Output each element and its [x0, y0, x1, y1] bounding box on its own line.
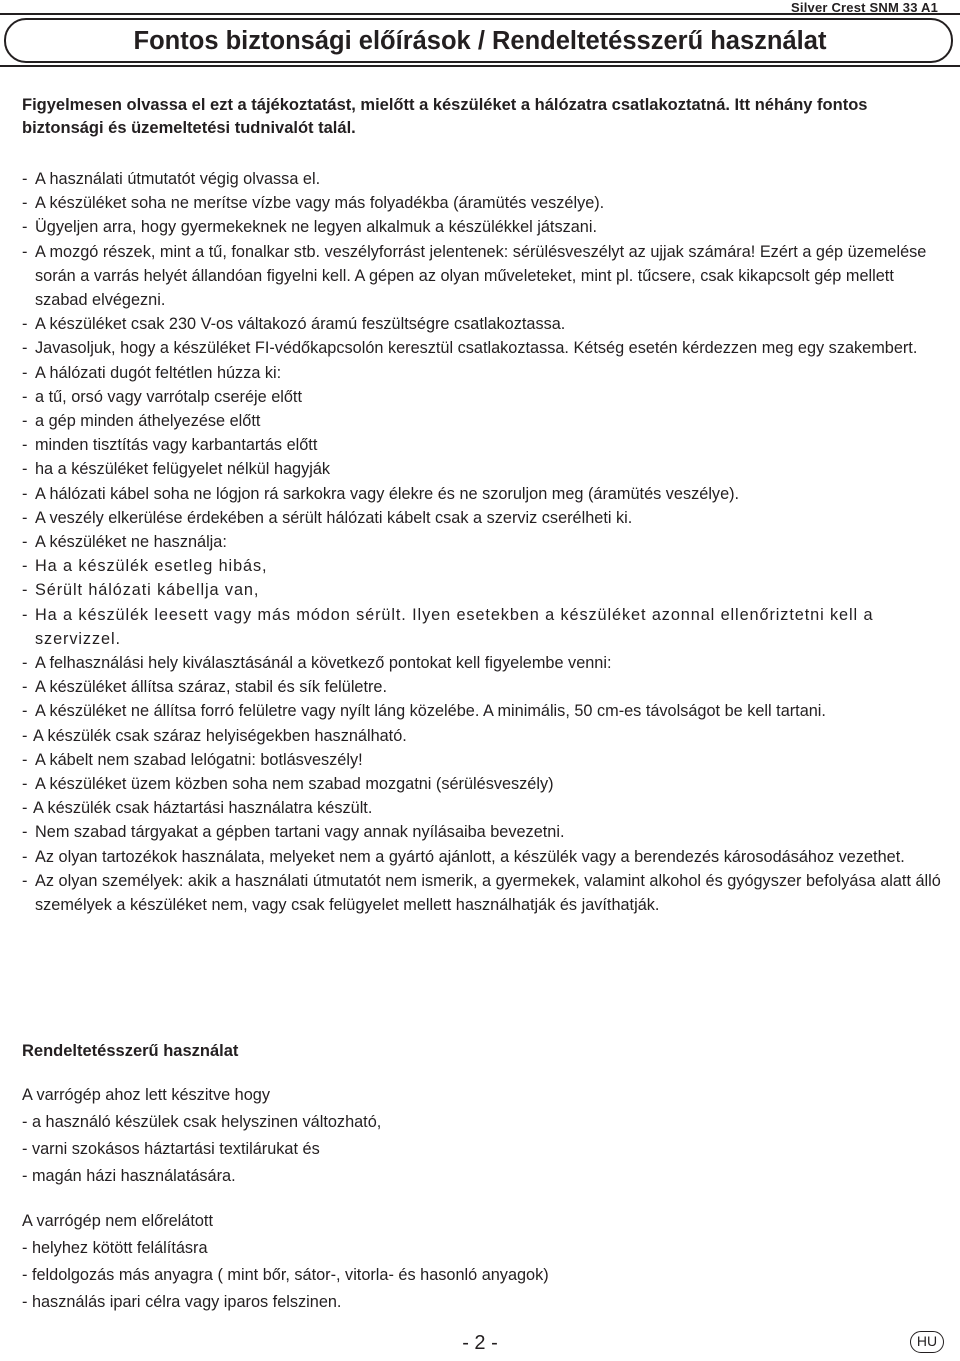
list-item: - Nem szabad tárgyakat a gépben tartani vagy annak nyílásaiba bevezetni.	[22, 823, 565, 842]
list-item: - A felhasználási hely kiválasztásánál a következő pontokat kell figyelembe venni:	[22, 654, 612, 673]
list-item: - ha a készüléket felügyelet nélkül hagyják	[22, 460, 331, 479]
list-item: - a tű, orsó vagy varrótalp cseréje előtt	[22, 387, 302, 406]
list-item: - minden tisztítás vagy karbantartás előtt	[22, 436, 318, 455]
list-item: - helyhez kötött felálításra	[22, 1239, 208, 1257]
safety-list	[22, 167, 942, 917]
section-title-intended-use: Rendeltetésszerű használat	[22, 1042, 239, 1060]
list-item: - A készüléket állítsa száraz, stabil és sík felületre.	[22, 678, 388, 697]
list-item: - A készüléket soha ne merítse vízbe vagy más folyadékba (áramütés veszélye).	[22, 194, 605, 213]
list-item: - A készülék csak háztartási használatra készült.	[22, 799, 373, 818]
list-item: - Ügyeljen arra, hogy gyermekeknek ne legyen alkalmuk a készülékkel játszani.	[22, 218, 597, 237]
list-item: - A készüléket üzem közben soha nem szabad mozgatni (sérülésveszély)	[22, 775, 554, 794]
list-item: - Ha a készülék leesett vagy más módon sérült. Ilyen esetekben a készüléket azonnal ellenőriztetni kell a szervizzel.	[22, 605, 874, 648]
list-item: - A kábelt nem szabad lelógatni: botlásveszély!	[22, 750, 363, 769]
list-item: - A készüléket csak 230 V-os váltakozó áramú feszültségre csatlakoztassa.	[22, 315, 566, 334]
list-item: - Sérült hálózati kábellja van,	[22, 581, 260, 600]
list-item: - A készülék csak száraz helyiségekben használható.	[22, 726, 407, 745]
list-item: - a gép minden áthelyezése előtt	[22, 412, 261, 431]
not-intended-intro: A varrógép nem előrelátott	[22, 1212, 213, 1230]
list-item: - varni szokásos háztartási textilárukat és	[22, 1140, 320, 1158]
intro-paragraph: Figyelmesen olvassa el ezt a tájékoztatást, mielőtt a készüléket a hálózatra csatlakoztatná. Itt néhány fontos biztonsági és üzemeltetési tudnivalót talál.	[22, 96, 868, 137]
list-item: - Az olyan tartozékok használata, melyeket nem a gyártó ajánlott, a készülék vagy a berendezés károsodásához vezethet.	[22, 847, 905, 866]
intended-use-intro: A varrógép ahoz lett készitve hogy	[22, 1086, 270, 1104]
list-item: - magán házi használatására.	[22, 1167, 236, 1185]
list-item: - A használati útmutatót végig olvassa el.	[22, 170, 321, 188]
list-item: - A veszély elkerülése érdekében a sérült hálózati kábelt csak a szerviz cserélheti ki.	[22, 508, 633, 527]
list-item: - A készüléket ne használja:	[22, 533, 227, 552]
list-item: - Ha a készülék esetleg hibás,	[22, 557, 268, 576]
list-item: - A hálózati dugót feltétlen húzza ki:	[22, 363, 282, 382]
list-item: - Az olyan személyek: akik a használati útmutatót nem ismerik, a gyermekek, valamint alkohol és gyógyszer befolyása alatt álló személyek a készüléket nem, vagy csak felügyelet mellett használhatják és javíthatják.	[22, 871, 941, 915]
list-item: - A készüléket ne állítsa forró felületre vagy nyílt láng közelébe. A minimális, 50 cm-es távolságot be kell tartani.	[22, 702, 826, 721]
language-badge: HU	[910, 1331, 944, 1353]
list-item: - használás ipari célra vagy iparos felszinen.	[22, 1293, 342, 1311]
model-label: Silver Crest SNM 33 A1	[791, 0, 938, 15]
intended-use-block	[22, 1082, 922, 1190]
list-item: - feldolgozás más anyagra ( mint bőr, sátor-, vitorla- és hasonló anyagok)	[22, 1266, 549, 1284]
page-number: - 2 -	[462, 1332, 498, 1354]
list-item: - A hálózati kábel soha ne lógjon rá sarkokra vagy élekre és ne szoruljon meg (áramütés veszélye).	[22, 484, 740, 503]
list-item: - a használó készülek csak helyszinen változható,	[22, 1113, 382, 1131]
page-title: Fontos biztonsági előírások / Rendeltetésszerű használat	[133, 27, 827, 55]
list-item: - A mozgó részek, mint a tű, fonalkar stb. veszélyforrást jelentenek: sérülésveszélyt az ujjak számára! Ezért a gép üzemelése során a varrás helyét állandóan figyelni kell. A gépen az olyan műveleteket, mint pl. tűcsere, csak kikapcsolt gép mellett szabad elvégezni.	[22, 242, 927, 310]
not-intended-block	[22, 1208, 922, 1316]
list-item: - Javasoljuk, hogy a készüléket FI-védőkapcsolón keresztül csatlakoztassa. Kétség esetén kérdezzen meg egy szakembert.	[22, 339, 918, 358]
